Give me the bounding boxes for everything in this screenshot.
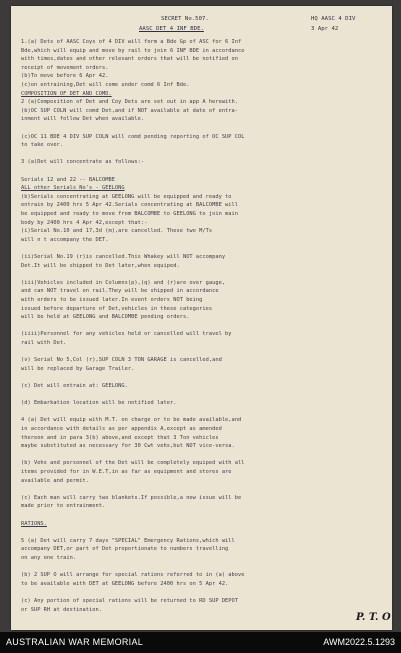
body-line: rail with Det. <box>21 340 67 346</box>
body-line: to be available with DET at GEELONG before 2400 hrs on 5 Apr 42. <box>21 580 229 587</box>
body-line: entrain by 2400 hrs 5 Apr 42.Serials concentrating at BALCOMBE will <box>21 202 239 209</box>
body-line: (b)To move before 6 Apr 42. <box>21 73 109 80</box>
body-line: will n t accompany the DET. <box>21 236 109 243</box>
accession-number: AWM2022.5.1293 <box>323 637 395 647</box>
body-line: issued before departure of Det,vehicles in these categories <box>21 305 213 312</box>
body-line: (v) Serial No 5,Col (r),SUP COLN 3 TON GARAGE is cancelled,and <box>21 357 222 364</box>
body-line: ALL other Serials No's - GEELONG <box>21 185 125 192</box>
body-line: and can NOT travel on rail.They will be shipped in accordance <box>21 288 219 295</box>
body-line: 1.(a) Dets of AASC Coys of 4 DIV will form a Bde Gp of ASC for 6 Inf <box>21 39 242 45</box>
body-line: 3 (a)Det will concentrate as follows:- <box>21 159 145 166</box>
body-line: (c) Any portion of special rations will be returned to RD SUP DEPOT <box>21 598 239 604</box>
body-line: accompany DET,or part of Det proportionate to numbers travelling <box>21 546 229 553</box>
body-line: maybe substituted as necessary for 30 Cwt vehs,but NOT vice-versa. <box>21 443 235 450</box>
body-line: 5 (a) Det will carry 7 days "SPECIAL" Emergency Rations,which will <box>21 537 235 544</box>
body-line: (b)Serials concentrating at GEELONG will be equipped and ready to <box>21 193 232 200</box>
body-line: be equipped and ready to move from BALCOMBE to GEELONG to join main <box>21 211 239 217</box>
body-line: (c)on entraining,Det will come under comd 6 Inf Bde. <box>21 82 190 88</box>
archive-footer <box>0 632 401 653</box>
headquarters-label: HQ AASC 4 DIV <box>311 16 356 22</box>
body-line: (c)OC 11 BDE 4 DIV SUP COLN will comd pending reporting of OC SUP COL <box>21 133 245 140</box>
document-title: AASC DET 4 INF BDE. <box>139 26 204 32</box>
body-line: thereon and in para 3(b) above,and except that 3 Ton vehicles <box>21 434 219 441</box>
body-line: Bde,which will equip and move by rail to join 6 INF BDE in accordance <box>21 47 245 54</box>
body-line: items provided for in W.E.T,in as far as equipment and stores are <box>21 469 232 475</box>
body-line: Det.It will be shipped to Det later,when equiped. <box>21 262 180 269</box>
body-line: with orders to be issued later.In event orders NOT being <box>21 297 203 303</box>
body-line: (ii)Serial No.19 (r)is cancelled.This Whakey will NOT accompany <box>21 254 226 260</box>
body-line: 2 (a)Composition of Det and Coy Dets are set out in app A herewith. <box>21 99 239 106</box>
body-line: with times,dates and other relevant orders that will be notified on <box>21 56 239 63</box>
body-line: RATIONS. <box>21 520 47 527</box>
body-line: (iii)Vehicles included in Columns(p),(q) and (r)are over gauge, <box>21 279 226 286</box>
body-line: (b)OC SUP COLN will comd Det,and if NOT available at date of entra- <box>21 107 239 114</box>
body-line: on any one train. <box>21 555 77 561</box>
body-line: COMPOSITION OF DET AND COMD. <box>21 90 112 97</box>
body-line: Serials 12 and 22 -- BALCOMBE <box>21 176 115 183</box>
document-date: 3 Apr 42 <box>311 26 339 32</box>
body-line: or SUP RH at destination. <box>21 606 102 613</box>
body-line: (c) Each man will carry two blankets.If possible,a new issue will be <box>21 494 242 501</box>
body-line: (c) Det will entrain at: GEELONG. <box>21 383 128 389</box>
body-line: available and permit. <box>21 477 90 484</box>
handwritten-pto: P. T. O <box>356 612 391 623</box>
body-line: body by 2400 hrs 4 Apr 42,except that:- <box>21 219 148 226</box>
body-line: (b) Vehs and personnel of the Det will be completely equiped with all <box>21 460 245 467</box>
body-line: (i)Serial No.10 and 17,3d (m),are cancelled. These two M/Ts <box>21 228 213 235</box>
body-line: in accordance with details as per appendix A,except as amended <box>21 426 222 432</box>
body-line: made prior to entrainment. <box>21 503 106 510</box>
body-line: to take over. <box>21 142 64 149</box>
body-line: will be replaced by Garage Trailer. <box>21 365 135 372</box>
secret-number: SECRET No.507. <box>161 16 209 22</box>
body-line: (iiii)Personnel for any vehicles held or cancelled will travel by <box>21 331 232 338</box>
body-line: (d) Embarkation location will be notified later. <box>21 400 177 407</box>
institution-name: AUSTRALIAN WAR MEMORIAL <box>6 637 144 647</box>
body-line: 4 (a) Det will equip with M.T. on charge or to be made available,and <box>21 417 242 424</box>
body-line: (b) 2 SUP O will arrange for special rations referred to in (a) above <box>21 572 245 579</box>
document-page <box>11 6 392 630</box>
body-line: receipt of movement orders. <box>21 64 109 71</box>
body-line: will be held at GEELONG and BALCOMBE pending orders. <box>21 314 190 321</box>
body-line: inment will follow Det when available. <box>21 116 145 123</box>
